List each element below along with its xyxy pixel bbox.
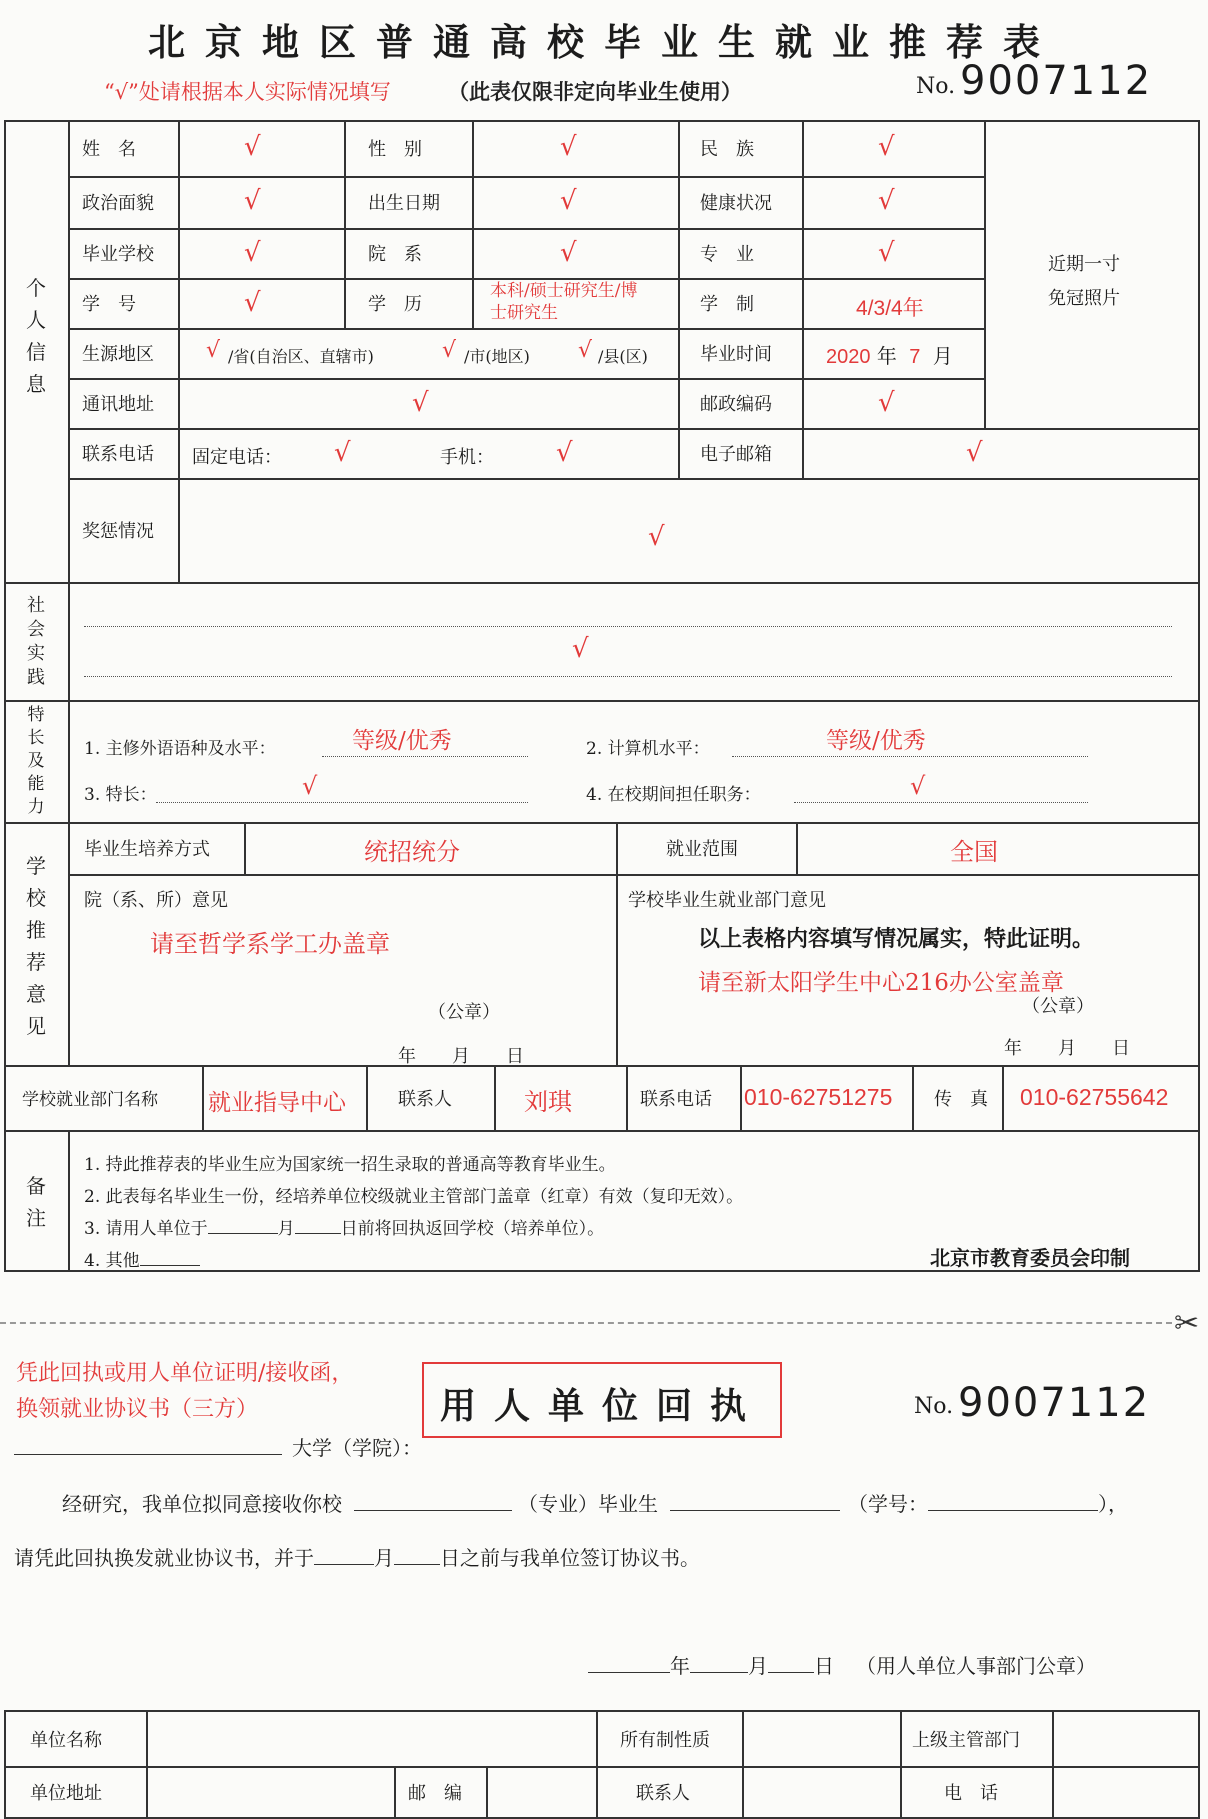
fill-instruction: “√”处请根据本人实际情况填写 (104, 80, 391, 104)
grad-time-label: 毕业时间 (700, 344, 772, 365)
office-fax-value: 010-62755642 (1020, 1084, 1169, 1110)
special-line (156, 802, 528, 803)
office-tel-label: 联系电话 (640, 1088, 712, 1110)
lang-line (322, 756, 528, 757)
ownership-label: 所有制性质 (620, 1730, 710, 1751)
cut-line (0, 1322, 1172, 1324)
social-line-2 (84, 676, 1172, 677)
address-label: 通讯地址 (82, 394, 154, 415)
health-label: 健康状况 (700, 193, 772, 214)
province-check: √ (206, 338, 221, 363)
ethnicity-check: √ (878, 132, 895, 162)
photo-placeholder: 近期一寸 免冠照片 (1048, 254, 1120, 309)
awards-check: √ (648, 522, 665, 552)
office-tel-value: 010-62751275 (744, 1084, 893, 1110)
section-remarks-label: 备注 (26, 1174, 46, 1230)
dept-date: 年 月 日 (398, 1046, 524, 1067)
email-check: √ (966, 438, 983, 468)
school-date: 年 月 日 (1004, 1038, 1130, 1059)
receipt-tel-label: 电 话 (944, 1783, 998, 1804)
mobile-check: √ (556, 438, 573, 468)
school-seal: （公章） (1022, 996, 1094, 1017)
mobile-label: 手机： (440, 447, 494, 468)
training-label: 毕业生培养方式 (84, 839, 210, 860)
school-check: √ (244, 238, 261, 268)
computer-value: 等级/优秀 (826, 728, 926, 754)
scope-value: 全国 (950, 838, 998, 866)
address-check: √ (412, 388, 429, 418)
ethnicity-label: 民 族 (700, 139, 754, 160)
unit-name-label: 单位名称 (30, 1730, 102, 1751)
computer-line (732, 756, 1088, 757)
remark-3: 3. 请用人单位于 月 日前将回执返回学校（培养单位）。 (84, 1219, 605, 1239)
receipt-paragraph-2: 请凭此回执换发就业协议书，并于 月 日之前与我单位签订协议书。 (14, 1546, 700, 1570)
section-personal-label: 个人信息 (26, 276, 46, 396)
scope-label: 就业范围 (666, 839, 738, 860)
city-check: √ (442, 338, 457, 363)
political-check: √ (244, 186, 261, 216)
serial-label: No. (916, 74, 956, 99)
printer-note: 北京市教育委员会印制 (930, 1246, 1130, 1270)
computer-label: 2. 计算机水平： (586, 739, 710, 759)
dept-opinion-note: 请至哲学系学工办盖章 (150, 930, 390, 958)
origin-city: /市(地区) (464, 347, 530, 366)
receipt-serial-number: 9007112 (958, 1380, 1151, 1426)
receipt-university-line: 大学（学院）： (14, 1432, 422, 1461)
birth-label: 出生日期 (368, 193, 440, 214)
social-check: √ (572, 634, 589, 664)
gender-label: 性 别 (368, 139, 422, 160)
section-recommend-label: 学校推荐意见 (26, 854, 46, 1038)
lang-label: 1. 主修外语语种及水平： (84, 739, 276, 759)
duty-label: 4. 在校期间担任职务： (586, 785, 761, 805)
awards-label: 奖惩情况 (82, 521, 154, 542)
receipt-instruction: 凭此回执或用人单位证明/接收函， 换领就业协议书（三方） (16, 1361, 354, 1422)
dept-check: √ (560, 238, 577, 268)
health-check: √ (878, 186, 895, 216)
school-label: 毕业学校 (82, 244, 154, 265)
name-check: √ (244, 132, 261, 162)
receipt-contact-label: 联系人 (636, 1783, 690, 1804)
degree-label: 学 历 (368, 294, 422, 315)
usage-note: （此表仅限非定向毕业生使用） (448, 79, 742, 104)
origin-label: 生源地区 (82, 344, 154, 365)
origin-county: /县(区) (598, 347, 648, 366)
landline-label: 固定电话： (192, 447, 282, 468)
scissors-icon: ✂ (1174, 1306, 1200, 1341)
student-no-check: √ (244, 288, 261, 318)
receipt-serial-label: No. (914, 1394, 954, 1419)
remark-2: 2. 此表每名毕业生一份，经培养单位校级就业主管部门盖章（红章）有效（复印无效）。 (84, 1187, 744, 1207)
name-label: 姓 名 (82, 139, 136, 160)
receipt-paragraph-1: 经研究，我单位拟同意接收你校 （专业）毕业生 （学号： ）， (62, 1492, 1128, 1516)
receipt-date-line: 年 月 日 （用人单位人事部门公章） (588, 1650, 1096, 1679)
section-social-label: 社会实践 (27, 595, 45, 688)
special-label: 3. 特长： (84, 785, 157, 805)
major-check: √ (878, 238, 895, 268)
unit-addr-label: 单位地址 (30, 1783, 102, 1804)
duration-label: 学 制 (700, 294, 754, 315)
office-name-value: 就业指导中心 (208, 1090, 346, 1116)
duration-value: 4/3/4年 (856, 297, 924, 320)
student-no-label: 学 号 (82, 294, 136, 315)
grad-time-value: 2020 年 7 月 (826, 344, 953, 368)
major-label: 专 业 (700, 244, 754, 265)
social-line-1 (84, 626, 1172, 627)
office-contact-label: 联系人 (398, 1088, 452, 1110)
phone-label: 联系电话 (82, 444, 154, 465)
remark-4: 4. 其他 (84, 1246, 200, 1271)
postcode-check: √ (878, 388, 895, 418)
county-check: √ (578, 338, 593, 363)
political-label: 政治面貌 (82, 193, 154, 214)
office-contact-value: 刘琪 (524, 1088, 572, 1116)
birth-check: √ (560, 186, 577, 216)
special-check: √ (302, 772, 318, 800)
section-skills-label: 特长及能力 (27, 705, 45, 817)
office-name-label: 学校就业部门名称 (22, 1090, 158, 1110)
email-label: 电子邮箱 (700, 444, 772, 465)
gender-check: √ (560, 132, 577, 162)
training-value: 统招统分 (364, 838, 460, 866)
zip-label: 邮 编 (408, 1783, 462, 1804)
superior-label: 上级主管部门 (912, 1730, 1020, 1751)
landline-check: √ (334, 438, 351, 468)
dept-opinion-label: 院（系、所）意见 (84, 890, 228, 911)
office-fax-label: 传 真 (934, 1088, 988, 1110)
receipt-title: 用人单位回执 (439, 1385, 764, 1427)
degree-value: 本科/硕士研究生/博士研究生 (490, 281, 638, 323)
school-opinion-note: 请至新太阳学生中心216办公室盖章 (698, 970, 1064, 996)
form-title: 北京地区普通高校毕业生就业推荐表 (148, 20, 1060, 64)
school-opinion-label: 学校毕业生就业部门意见 (628, 890, 826, 911)
remark-1: 1. 持此推荐表的毕业生应为国家统一招生录取的普通高等教育毕业生。 (84, 1155, 616, 1175)
lang-value: 等级/优秀 (352, 728, 452, 754)
duty-line (794, 802, 1088, 803)
serial-number: 9007112 (960, 58, 1153, 104)
dept-seal: （公章） (428, 1002, 500, 1023)
school-opinion-text: 以上表格内容填写情况属实，特此证明。 (698, 926, 1095, 952)
dept-label: 院 系 (368, 244, 422, 265)
duty-check: √ (910, 772, 926, 800)
origin-province: /省(自治区、直辖市) (228, 347, 374, 366)
postcode-label: 邮政编码 (700, 394, 772, 415)
